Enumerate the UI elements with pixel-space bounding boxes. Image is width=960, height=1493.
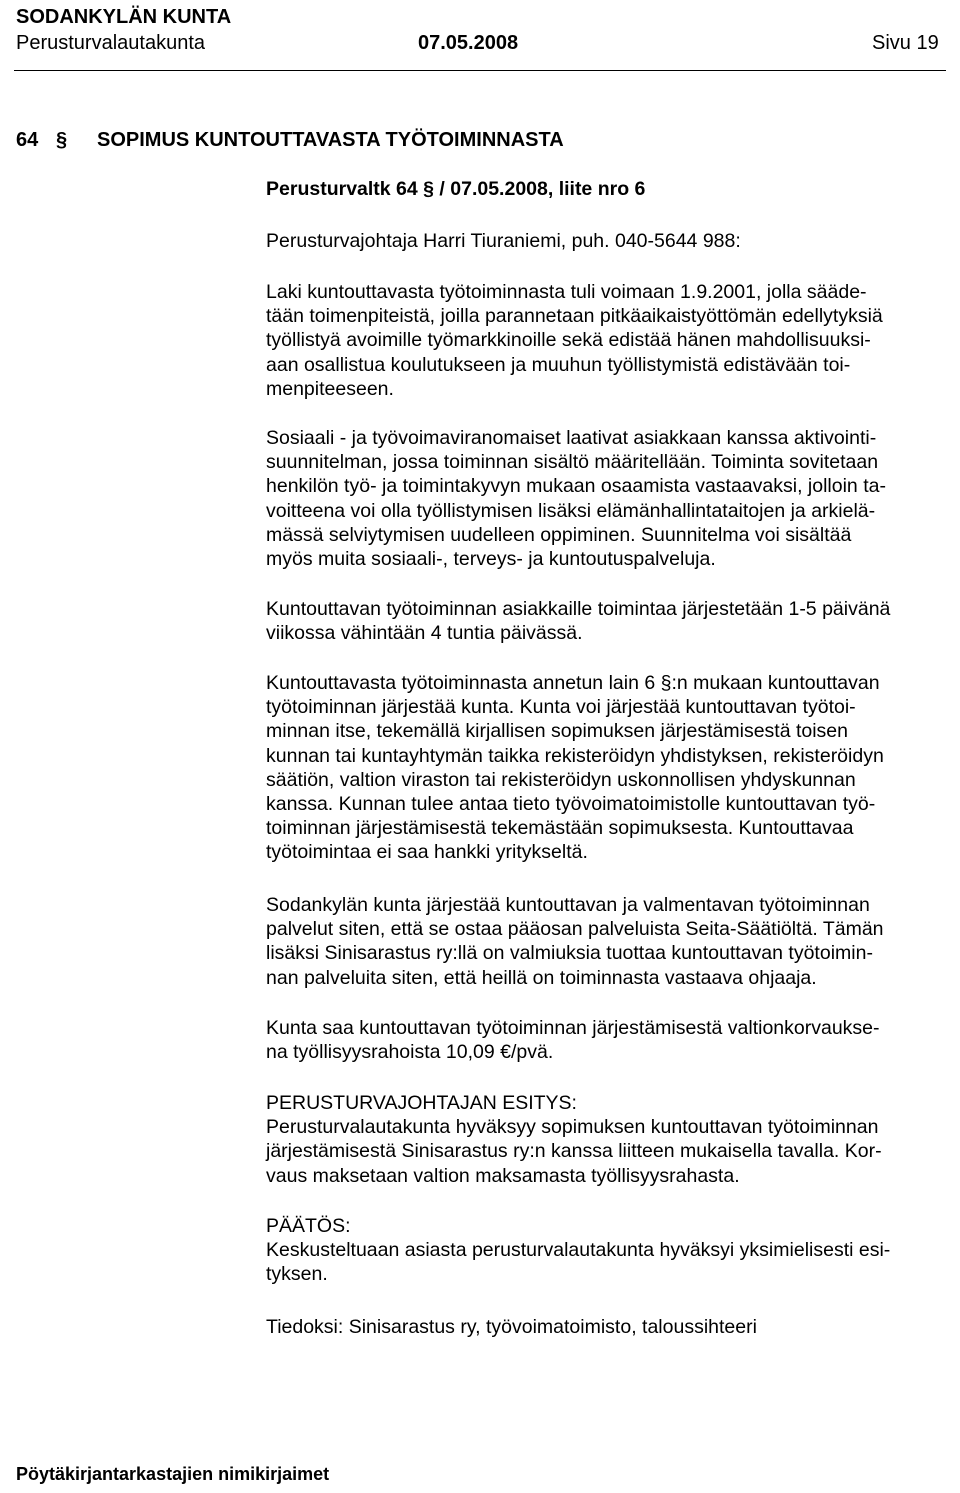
footer-initials-label: Pöytäkirjantarkastajien nimikirjaimet [16, 1464, 330, 1484]
section-number: 64 [16, 129, 39, 151]
paragraph-service-providers: Sodankylän kunta järjestää kuntouttavan ja valmentavan työtoiminnan palvelut siten, että se ostaa pääosan palveluista Seita-Säätiöltä. Tämän lisäksi Sinisarastus ry:llä on valmiuksia tuottaa kuntouttavan työtoimin- nan palveluita siten, että heillä on toiminnasta vastaava ohjaaja. [266, 894, 884, 989]
section-symbol: § [56, 129, 68, 151]
paragraph-activation-plan: Sosiaali - ja työvoimaviranomaiset laativat asiakkaan kanssa aktivointi- suunnitelman, jossa toiminnan sisältö määritellään. Toiminta sovitetaan henkilön työ- ja toimintakyvyn mukaan osaamista vastaavaksi, jolloin ta- voitteena voi olla työllistymisen lisäksi elämänhallintataitojen ja arkielä- mässä selviytymisen uudelleen oppiminen. Suunnitelma voi sisältää myös muita sosiaali-, terveys- ja kuntoutuspalveluja. [266, 427, 886, 571]
organization-name: SODANKYLÄN KUNTA [16, 6, 232, 28]
paragraph-compensation: Kunta saa kuntouttavan työtoiminnan järjestämisestä valtionkorvaukse- na työllisyysrahoista 10,09 €/pvä. [266, 1017, 880, 1064]
paragraph-distribution: Tiedoksi: Sinisarastus ry, työvoimatoimisto, taloussihteeri [266, 1316, 757, 1338]
page-number: Sivu 19 [872, 32, 939, 54]
paragraph-proposal: PERUSTURVAJOHTAJAN ESITYS: Perusturvalautakunta hyväksyy sopimuksen kuntouttavan työtoiminnan järjestämisestä Sinisarastus ry:n kanssa liitteen mukaisella tavalla. Kor- vaus maksetaan valtion maksamasta työllisyysrahasta. [266, 1092, 882, 1187]
meeting-date: 07.05.2008 [418, 32, 519, 54]
paragraph-organizer: Kuntouttavasta työtoiminnasta annetun lain 6 §:n mukaan kuntouttavan työtoiminnan järjestää kunta. Kunta voi järjestää kuntouttavan työtoi- minnan itse, tekemällä kirjallisen sopimuksen järjestämisestä toisen kunnan tai kuntayhtymän taikka rekisteröidyn yhdistyksen, rekisteröidyn säätiön, valtion viraston tai rekisteröidyn uskonnollisen yhdyskunnan kanssa. Kunnan tulee antaa tieto työvoimatoimistolle kuntouttavan työ- toiminnan järjestämisestä tekemästään sopimuksesta. Kuntouttavaa työtoimintaa ei saa hankki yritykseltä. [266, 672, 884, 864]
attachment-reference: Perusturvaltk 64 § / 07.05.2008, liite nro 6 [266, 178, 646, 200]
presenter-contact: Perusturvajohtaja Harri Tiuraniemi, puh. 040-5644 988: [266, 230, 741, 252]
section-title: SOPIMUS KUNTOUTTAVASTA TYÖTOIMINNASTA [97, 129, 564, 151]
paragraph-decision: PÄÄTÖS: Keskusteltuaan asiasta perusturvalautakunta hyväksyi yksimielisesti esi- tyksen. [266, 1215, 891, 1286]
paragraph-law: Laki kuntouttavasta työtoiminnasta tuli voimaan 1.9.2001, jolla sääde- tään toimenpiteistä, joilla parannetaan pitkäaikaistyöttömän edellytyksiä työllistyä avoimille työmarkkinoille sekä edistää hänen mahdollisuuksi- aan osallistua koulutukseen ja muuhun työllistymistä edistävään toi- menpiteeseen. [266, 281, 883, 400]
board-name: Perusturvalautakunta [16, 32, 206, 54]
paragraph-schedule: Kuntouttavan työtoiminnan asiakkaille toimintaa järjestetään 1-5 päivänä viikossa vähintään 4 tuntia päivässä. [266, 598, 891, 645]
header-divider [14, 70, 946, 71]
